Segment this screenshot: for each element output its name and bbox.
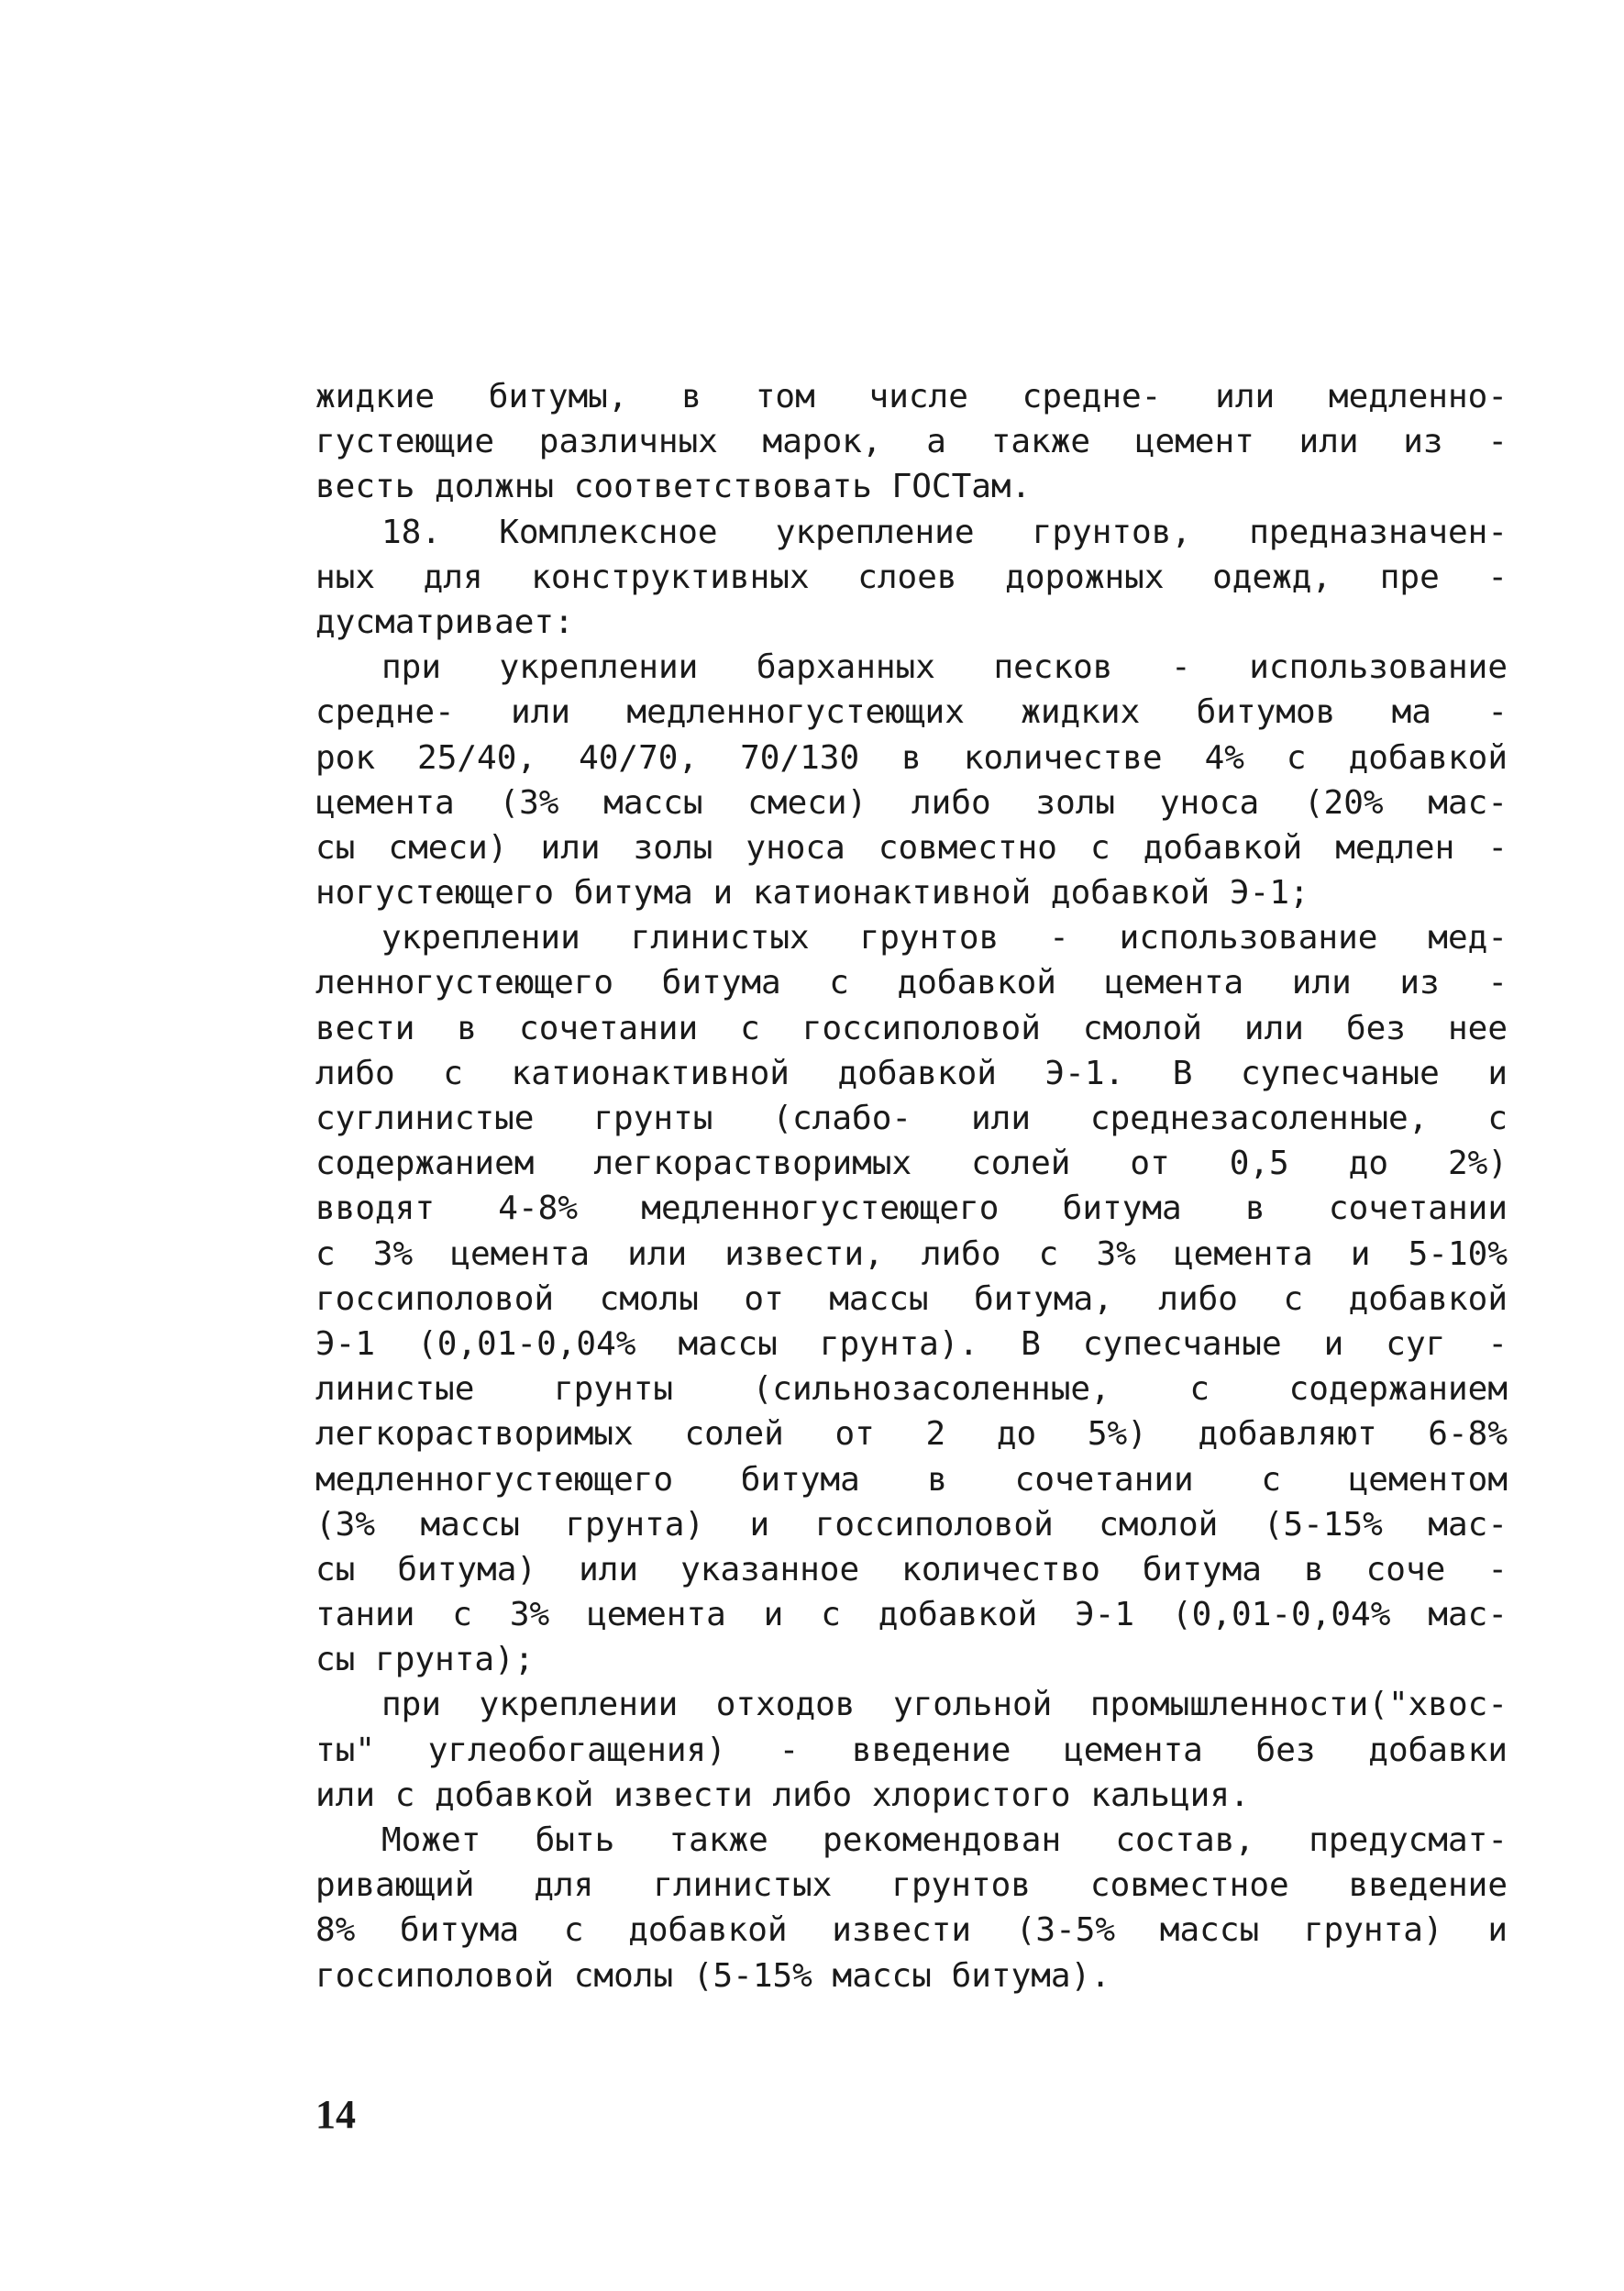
text-line: вводят 4-8% медленногустеющего битума в сочетании bbox=[315, 1190, 1508, 1228]
text-line: ривающий для глинистых грунтов совместное введение bbox=[315, 1866, 1508, 1905]
text-line: Может быть также рекомендован состав, предусмат- bbox=[381, 1821, 1508, 1859]
text-line: рок 25/40, 40/70, 70/130 в количестве 4% с добавкой bbox=[315, 738, 1508, 777]
text-line: укреплении глинистых грунтов - использование мед- bbox=[381, 919, 1508, 957]
text-line: жидкие битумы, в том числе средне- или медленно- bbox=[315, 378, 1508, 415]
text-line: либо с катионактивной добавкой Э-1. В супесчаные и bbox=[315, 1054, 1508, 1092]
text-line: содержанием легкорастворимых солей от 0,5 до 2%) bbox=[315, 1145, 1508, 1183]
text-line: сы битума) или указанное количество битума в соче - bbox=[315, 1550, 1508, 1588]
text-line: ных для конструктивных слоев дорожных одежд, пре - bbox=[315, 558, 1508, 596]
text-line: при укреплении отходов угольной промышленности("хвос- bbox=[381, 1686, 1508, 1724]
text-line: легкорастворимых солей от 2 до 5%) добавляют 6-8% bbox=[315, 1415, 1508, 1454]
text-line: 8% битума с добавкой извести (3-5% массы грунта) и bbox=[315, 1911, 1508, 1950]
text-line: или с добавкой извести либо хлористого кальция. bbox=[315, 1776, 1250, 1814]
text-line: линистые грунты (сильнозасоленные, с содержанием bbox=[315, 1370, 1508, 1409]
text-line: госсиполовой смолы (5-15% массы битума). bbox=[315, 1956, 1110, 1995]
text-line: сы смеси) или золы уноса совместно с добавкой медлен - bbox=[315, 828, 1508, 867]
text-line: при укреплении барханных песков - использование bbox=[381, 648, 1508, 687]
text-line: средне- или медленногустеющих жидких битумов ма - bbox=[315, 693, 1508, 732]
text-line: дусматривает: bbox=[315, 603, 574, 641]
text-line: (3% массы грунта) и госсиполовой смолой (5-15% мас- bbox=[315, 1505, 1508, 1544]
text-line: Э-1 (0,01-0,04% массы грунта). В супесчаные и суг - bbox=[315, 1324, 1508, 1363]
text-line: госсиполовой смолы от массы битума, либо с добавкой bbox=[315, 1279, 1508, 1318]
text-line: ты" углеобогащения) - введение цемента без добавки bbox=[315, 1731, 1508, 1769]
text-line: ногустеющего битума и катионактивной добавкой Э-1; bbox=[315, 874, 1309, 913]
text-line: 18. Комплексное укрепление грунтов, предназначен- bbox=[381, 513, 1508, 551]
page-number: 14 bbox=[315, 2092, 356, 2137]
text-line: цемента (3% массы смеси) либо золы уноса (20% мас- bbox=[315, 783, 1508, 822]
body-text bbox=[315, 374, 1508, 1998]
text-line: вести в сочетании с госсиполовой смолой или без нее bbox=[315, 1009, 1508, 1047]
text-line: суглинистые грунты (слабо- или среднезасоленные, с bbox=[315, 1100, 1508, 1137]
text-line: ленногустеющего битума с добавкой цемента или из - bbox=[315, 964, 1508, 1002]
text-line: весть должны соответствовать ГОСТам. bbox=[315, 468, 1032, 506]
text-line: медленногустеющего битума в сочетании с цементом bbox=[315, 1460, 1508, 1499]
text-line: с 3% цемента или извести, либо с 3% цемента и 5-10% bbox=[315, 1234, 1508, 1273]
text-line: тании с 3% цемента и с добавкой Э-1 (0,01-0,04% мас- bbox=[315, 1596, 1508, 1634]
text-line: густеющие различных марок, а также цемент или из - bbox=[315, 423, 1508, 461]
text-line: сы грунта); bbox=[315, 1641, 535, 1679]
